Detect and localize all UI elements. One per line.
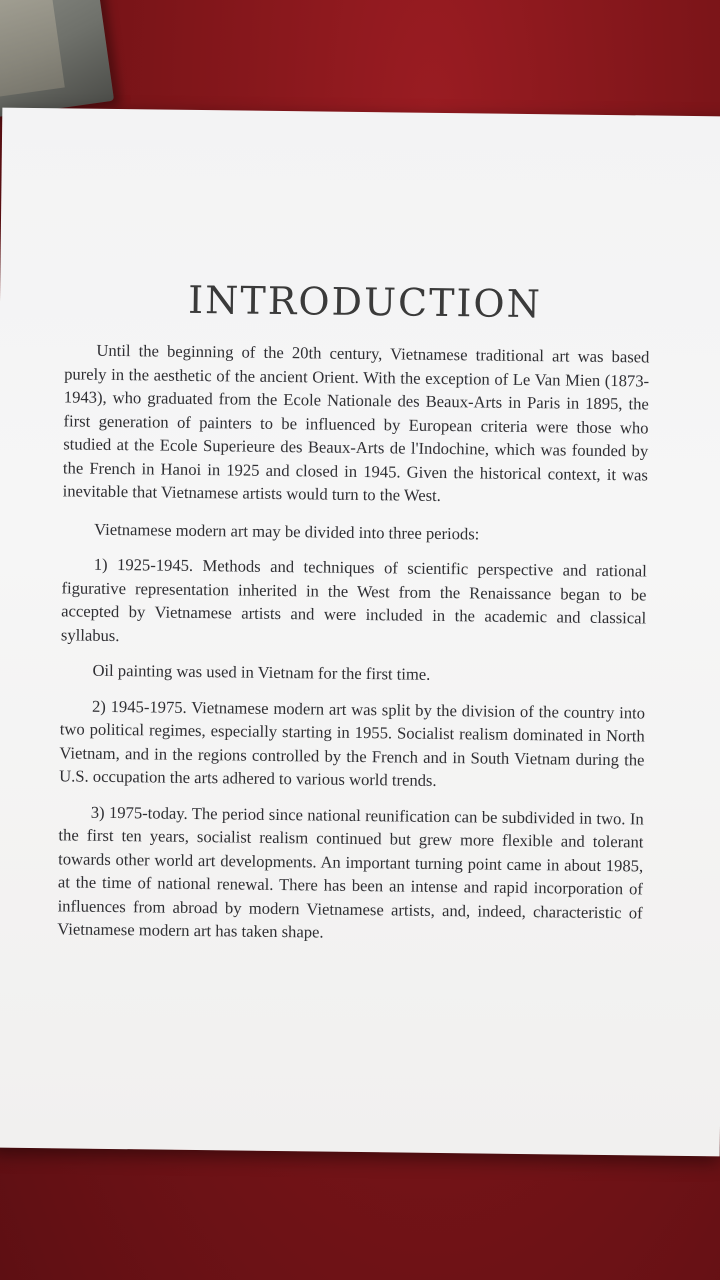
paper-page — [0, 108, 720, 1157]
paragraph-intro: Until the beginning of the 20th century, Vietnamese traditional art was based purely in the aesthetic of the ancient Orient. With the exception of Le Van Mien (1873-1943), who graduated from the Ecole Nationale des Beaux-Arts in Paris in 1895, the first generation of painters to be influenced by European criteria were those who studied at the Ecole Superieure des Beaux-Arts de l'Indochine, which was founded by the French in Hanoi in 1925 and closed in 1945. Given the historical context, it was inevitable that Vietnamese artists would turn to the West. — [62, 340, 650, 505]
paragraph-periods: Vietnamese modern art may be divided into three periods: — [94, 519, 480, 543]
paragraph-period-3: 3) 1975-today. The period since national reunification can be subdivided in two. In the first ten years, socialist realism continued but grew more flexible and tolerant towards other world art developments. An important turning point came in about 1985, at the time of national renewal. There has been an intense and rapid incorporation of influences from abroad by modern Vietnamese artists, and, indeed, characteristic of Vietnamese modern art has taken shape. — [57, 802, 644, 942]
grey-book-corner — [0, 0, 114, 118]
paragraph-period-2: 2) 1945-1975. Vietnamese modern art was split by the division of the country into two political regimes, especially starting in 1955. Socialist realism dominated in North Vietnam, and in the regions controlled by the French and in South Vietnam during the U.S. occupation the arts adhered to various world trends. — [59, 696, 646, 790]
paragraph-period-1: 1) 1925-1945. Methods and techniques of scientific perspective and rational figurative representation inherited in the West from the Renaissance began to be accepted by Vietnamese artists and were included in the academic and classical syllabus. — [60, 554, 647, 645]
page-heading: INTRODUCTION — [187, 277, 543, 327]
paragraph-oil-painting: Oil painting was used in Vietnam for the first time. — [92, 660, 431, 684]
book-cover-detail — [0, 0, 65, 97]
body-text — [57, 338, 649, 960]
